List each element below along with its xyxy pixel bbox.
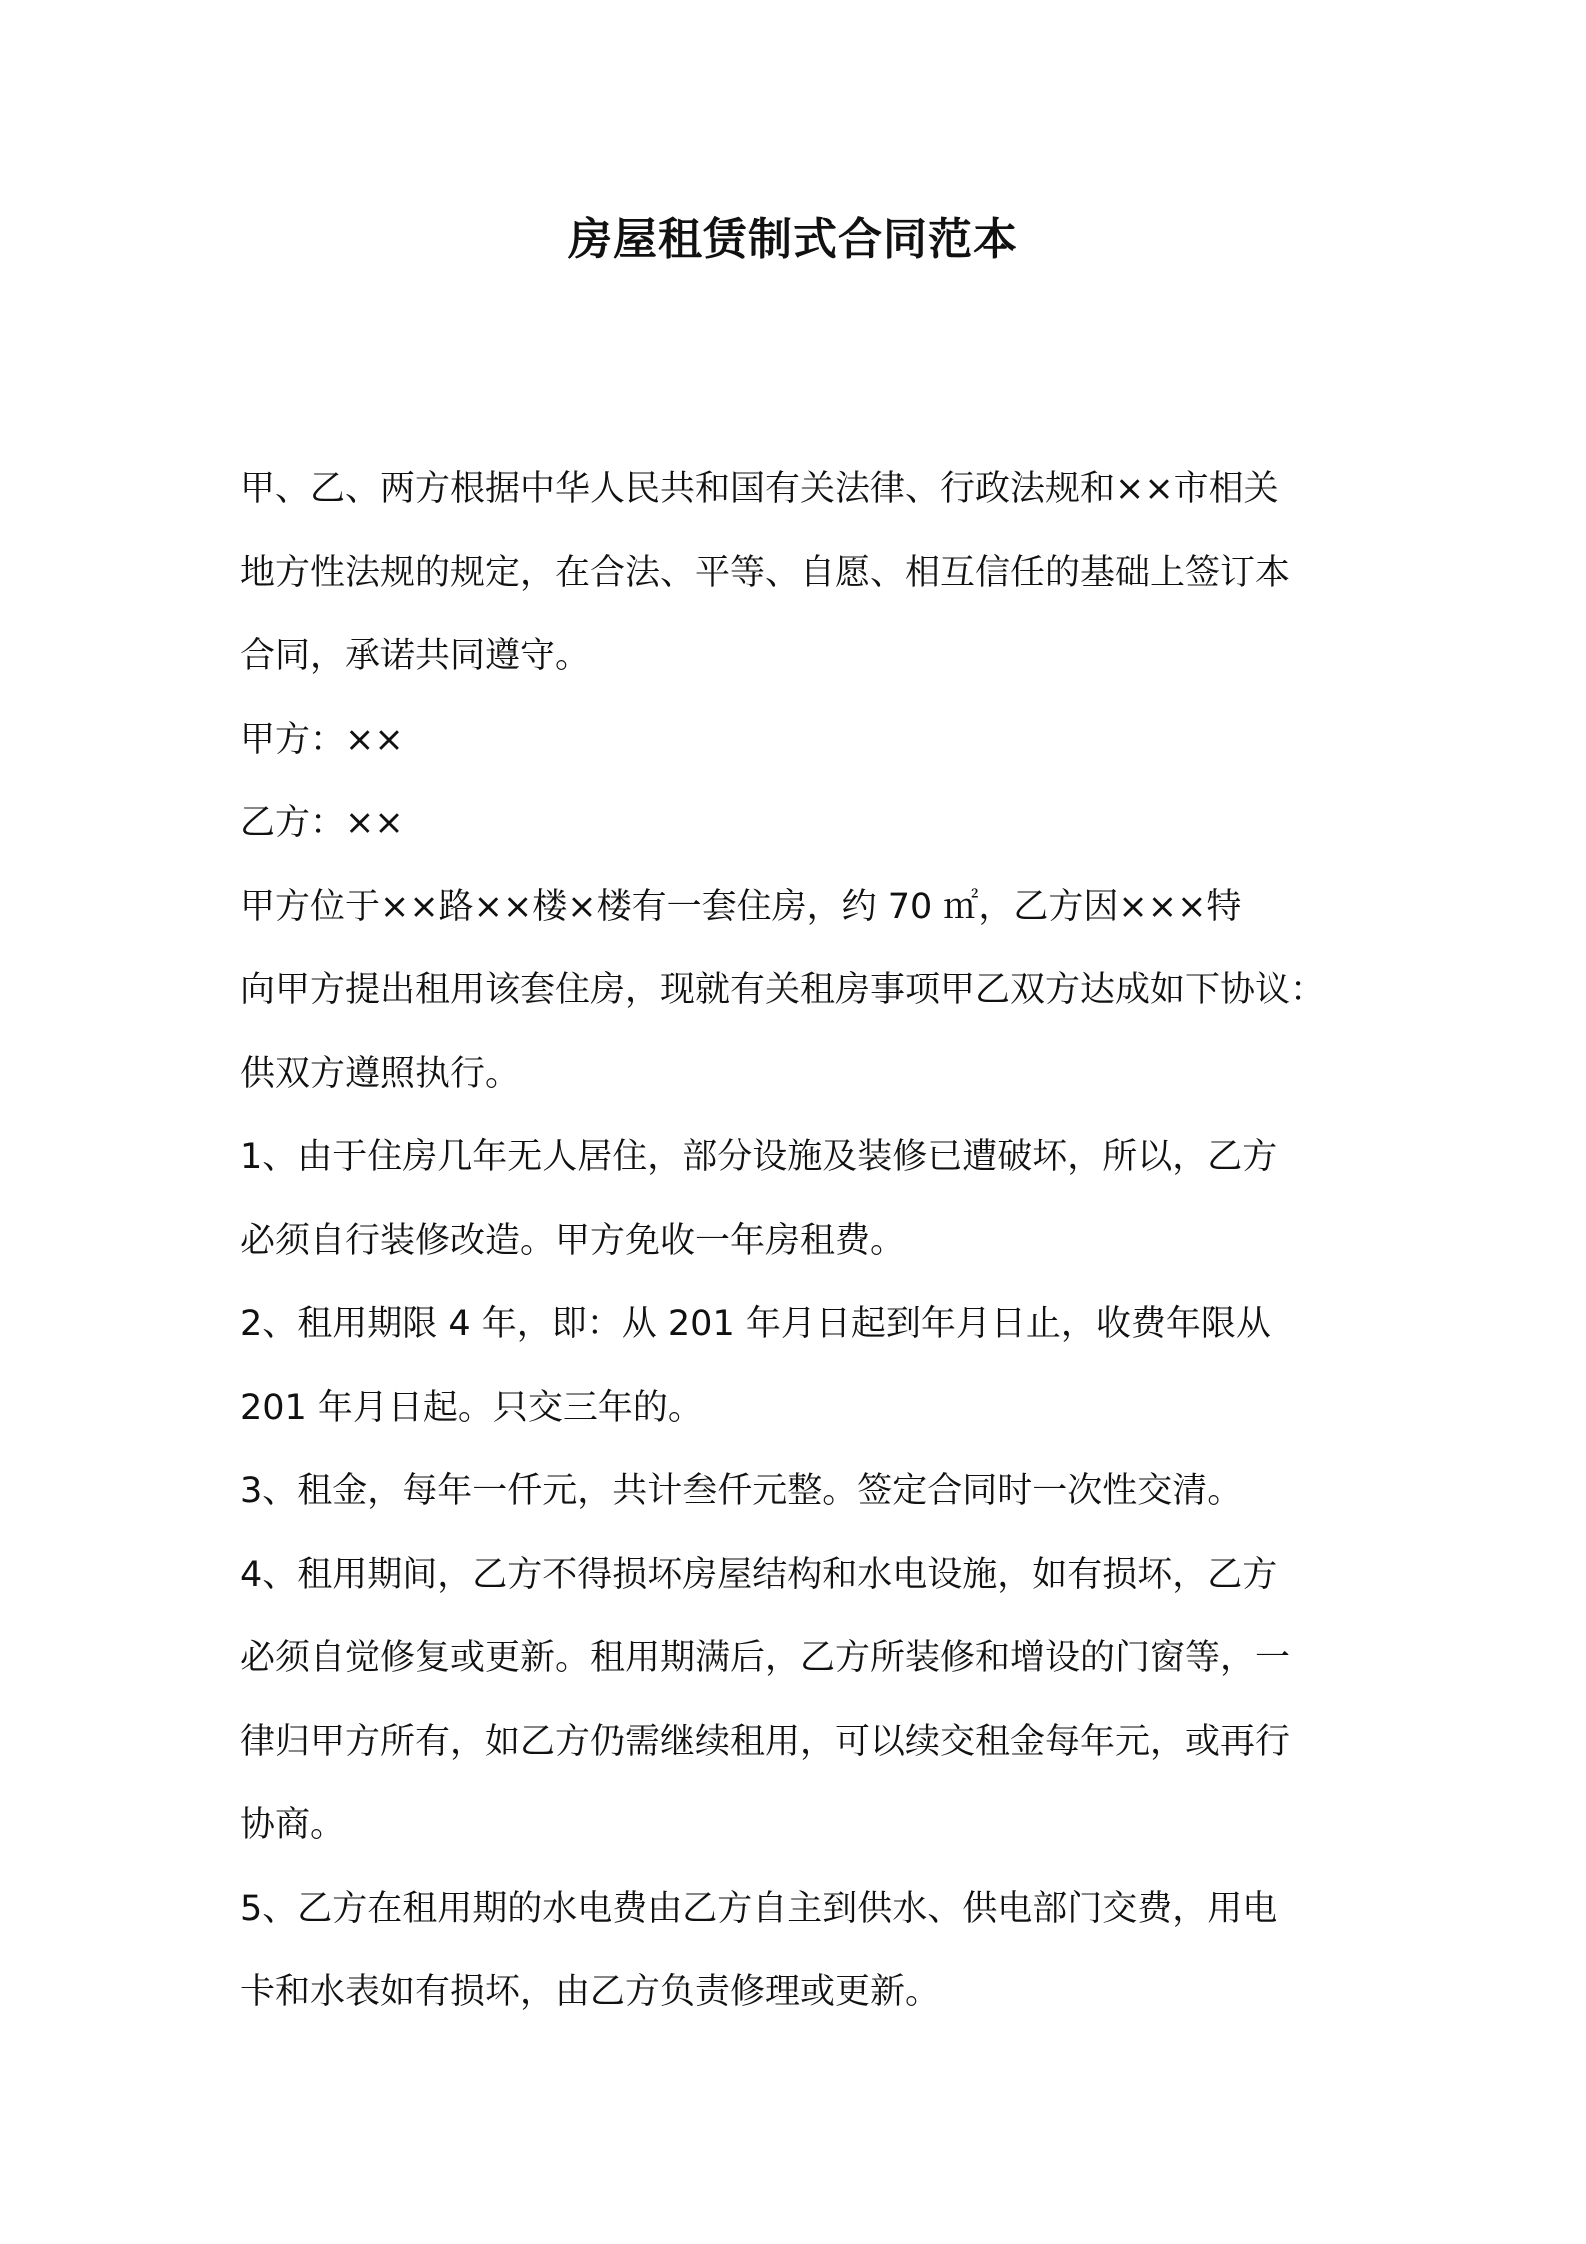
text-line: 协商。	[240, 1805, 346, 1845]
text-line: 卡和水表如有损坏，由乙方负责修理或更新。	[240, 1972, 941, 2012]
text-line: 甲方位于××路××楼×楼有一套住房，约 70 ㎡，乙方因×××特	[240, 886, 1242, 927]
document-title: 房屋租赁制式合同范本	[568, 214, 1018, 265]
text-line: 合同，承诺共同遵守。	[240, 636, 591, 676]
text-line: 必须自觉修复或更新。租用期满后，乙方所装修和增设的门窗等，一	[240, 1638, 1291, 1678]
text-line: 1、由于住房几年无人居住，部分设施及装修已遭破坏，所以，乙方	[240, 1137, 1278, 1177]
text-line: 4、租用期间，乙方不得损坏房屋结构和水电设施，如有损坏，乙方	[240, 1554, 1278, 1595]
paragraph-party-a	[240, 699, 1360, 783]
paragraph-preamble	[240, 448, 1360, 699]
clause-5	[240, 1868, 1360, 2035]
text-line: 乙方：××	[240, 803, 404, 843]
clause-2	[240, 1283, 1360, 1450]
text-line: 向甲方提出租用该套住房，现就有关租房事项甲乙双方达成如下协议：	[240, 970, 1326, 1010]
document-body	[240, 448, 1360, 2035]
text-line: 201 年月日起。只交三年的。	[240, 1387, 703, 1428]
text-line: 5、乙方在租用期的水电费由乙方自主到供水、供电部门交费，用电	[240, 1888, 1278, 1929]
text-line: 2、租用期限 4 年，即：从 201 年月日起到年月日止，收费年限从	[240, 1304, 1271, 1344]
text-line: 地方性法规的规定，在合法、平等、自愿、相互信任的基础上签订本	[240, 552, 1291, 593]
text-line: 3、租金，每年一仟元，共计叁仟元整。签定合同时一次性交清。	[240, 1471, 1243, 1511]
clause-4	[240, 1534, 1360, 1868]
text-line: 律归甲方所有，如乙方仍需继续租用，可以续交租金每年元，或再行	[240, 1721, 1291, 1762]
paragraph-property	[240, 866, 1360, 1117]
text-line: 甲、乙、两方根据中华人民共和国有关法律、行政法规和××市相关	[240, 469, 1279, 509]
paragraph-party-b	[240, 782, 1360, 866]
text-line: 必须自行装修改造。甲方免收一年房租费。	[240, 1220, 906, 1261]
text-line: 甲方：××	[240, 719, 404, 760]
text-line: 供双方遵照执行。	[240, 1053, 521, 1094]
clause-3	[240, 1450, 1360, 1534]
clause-1	[240, 1116, 1360, 1283]
